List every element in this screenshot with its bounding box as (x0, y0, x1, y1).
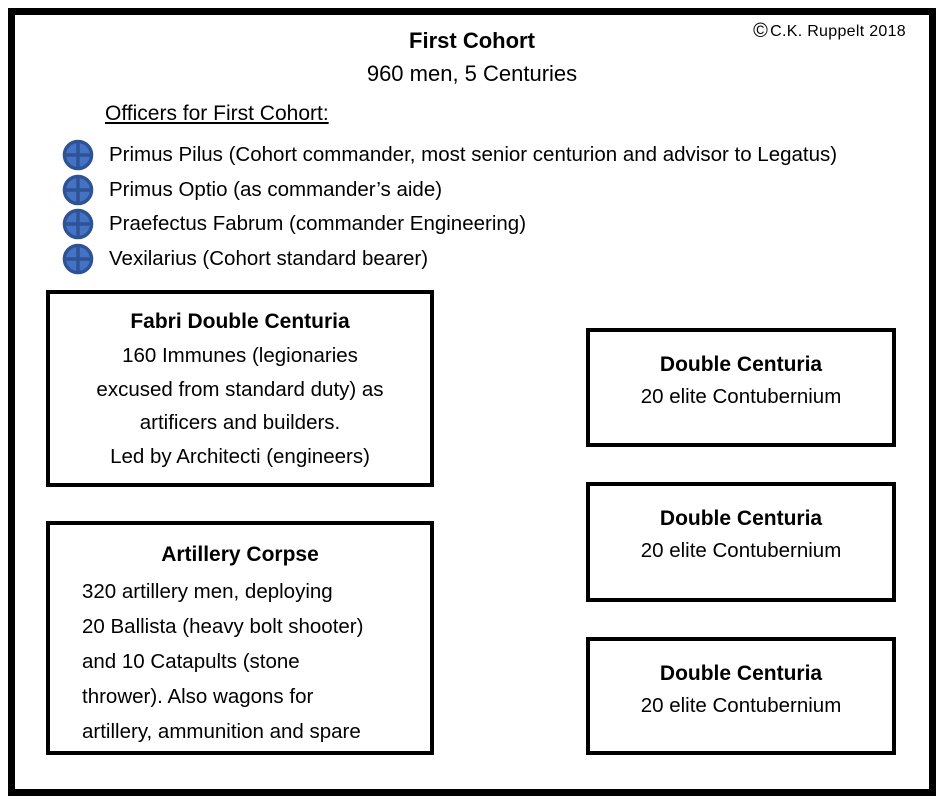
list-item (62, 207, 837, 242)
artillery-box-line: 20 Ballista (heavy bolt shooter) (82, 615, 364, 638)
officers-list (62, 138, 837, 276)
fabri-box-line: Led by Architecti (engineers) (110, 444, 370, 468)
artillery-box-title: Artillery Corpse (161, 543, 319, 566)
double-centuria-title: Double Centuria (659, 662, 823, 685)
officer-label: Primus Optio (as commander’s aide) (109, 177, 443, 201)
list-item (62, 138, 837, 173)
fabri-double-centuria-box (46, 290, 434, 487)
double-centuria-subtitle: 20 elite Contubernium (640, 539, 842, 562)
list-item (62, 242, 837, 277)
copyright-icon: © (753, 20, 769, 42)
officers-heading: Officers for First Cohort: (105, 102, 329, 125)
double-centuria-box-2 (586, 482, 896, 602)
officer-label: Primus Pilus (Cohort commander, most senior centurion and advisor to Legatus) (109, 143, 838, 167)
fabri-box-body (50, 339, 430, 473)
fabri-box-title: Fabri Double Centuria (130, 310, 350, 333)
fabri-box-line: excused from standard duty) as (96, 377, 384, 401)
double-centuria-title: Double Centuria (659, 353, 823, 376)
artillery-box-line: 320 artillery men, deploying (82, 580, 333, 603)
artillery-box-body (50, 572, 430, 749)
artillery-box-line: thrower). Also wagons for (82, 685, 314, 708)
list-item (62, 173, 837, 208)
page-subtitle: 960 men, 5 Centuries (366, 61, 578, 86)
circle-cross-bullet-icon (62, 174, 94, 206)
fabri-box-line: 160 Immunes (legionaries (122, 344, 358, 367)
double-centuria-box-1 (586, 328, 896, 447)
circle-cross-bullet-icon (62, 139, 94, 171)
double-centuria-title: Double Centuria (659, 507, 823, 530)
officer-label: Vexilarius (Cohort standard bearer) (109, 246, 429, 270)
double-centuria-subtitle: 20 elite Contubernium (640, 694, 842, 717)
circle-cross-bullet-icon (62, 208, 94, 240)
artillery-box-line: and 10 Catapults (stone (82, 650, 300, 673)
fabri-box-line: artificers and builders. (139, 411, 341, 434)
copyright-text: C.K. Ruppelt 2018 (770, 23, 906, 40)
copyright-notice (753, 20, 906, 43)
circle-cross-bullet-icon (62, 243, 94, 275)
double-centuria-subtitle: 20 elite Contubernium (640, 385, 842, 408)
double-centuria-box-3 (586, 637, 896, 755)
artillery-corpse-box (46, 521, 434, 755)
artillery-box-line: artillery, ammunition and spare (82, 720, 361, 743)
page-title: First Cohort (409, 28, 535, 53)
officer-label: Praefectus Fabrum (commander Engineering) (109, 212, 527, 236)
